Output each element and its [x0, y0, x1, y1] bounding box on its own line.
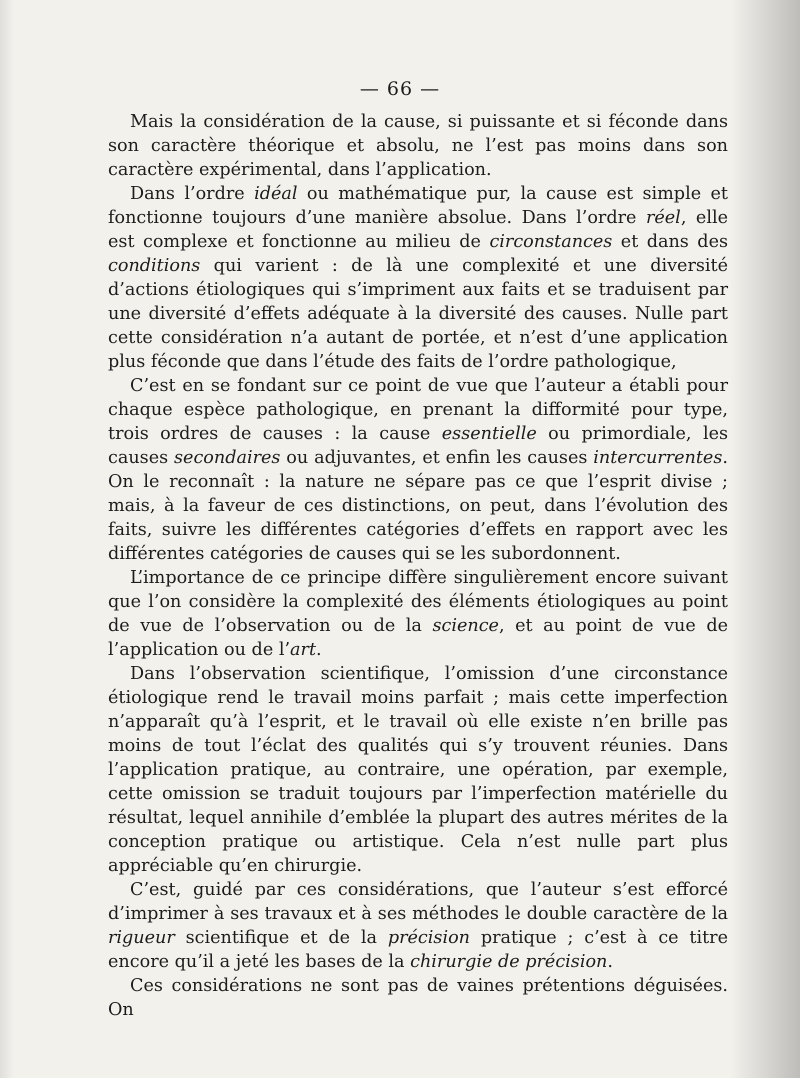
italic-text: art — [290, 640, 317, 660]
page-edge-shadow-left — [0, 0, 14, 1078]
text-run: Dans l’observation scientifique, l’omission d’une circonstance étiologique rend le travail moins parfait ; mais cette imperfection n’apparaît qu’à l’esprit, et le travail où elle existe n’en brille pas moins de tout l’éclat des qualités qui s’y trouvent réunies. Dans l’application pratique, au contraire, une opération, par exemple, cette omission se traduit toujours par l’imperfection matérielle du résultat, lequel annihile d’emblée la plupart des autres mérites de la conception pratique ou artistique. Cela n’est nulle part plus appréciable qu’en chirurgie. — [108, 664, 728, 876]
paragraph — [108, 374, 728, 566]
text-run: ou mathématique pur, la cause est simple et fonctionne toujours d’une manière absolue. Dans l’ordre — [108, 184, 728, 228]
text-run: ou primordiale, les causes — [108, 424, 729, 468]
text-run: C’est en se fondant sur ce point de vue que l’auteur a établi pour chaque espèce pathologique, en prenant la difformité pour type, trois ordres de causes : la cause — [108, 376, 728, 444]
italic-text: science — [432, 616, 499, 636]
text-run: . On le reconnaît : la nature ne sépare pas ce que l’esprit divise ; mais, à la faveur de ces distinctions, on peut, dans l’évolution des faits, suivre les différentes catégories d’effets en rapport avec les différentes catégories de causes qui se les subordonnent. — [108, 448, 728, 564]
text-run: qui varient : de là une complexité et une diversité d’actions étiologiques qui s’impriment aux faits et se traduisent par une diversité d’effets adéquate à la diversité des causes. Nulle part cette considération n’a autant de portée, et n’est d’une application plus féconde que dans l’étude des faits de l’ordre pathologique, — [108, 256, 728, 372]
text-run: et dans des — [612, 232, 729, 252]
text-run: . — [316, 640, 322, 660]
text-run: , et au point de vue de l’application ou de l’ — [108, 616, 728, 660]
paragraph — [108, 662, 728, 878]
paragraph — [108, 974, 728, 1022]
text-run: Ces considérations ne sont pas de vaines prétentions déguisées. On — [108, 976, 728, 1020]
text-run: Mais la considération de la cause, si puissante et si féconde dans son caractère théorique et absolu, ne l’est pas moins dans son caractère expérimental, dans l’application. — [108, 112, 728, 180]
paragraph — [108, 566, 728, 662]
italic-text: chirurgie de précision — [410, 952, 608, 972]
italic-text: intercurrentes — [593, 448, 723, 468]
text-run: ou adjuvantes, et enfin les causes — [280, 448, 594, 468]
page-edge-shadow-right — [730, 0, 800, 1078]
italic-text: idéal — [254, 184, 298, 204]
paragraph — [108, 110, 728, 182]
italic-text: conditions — [108, 256, 201, 276]
text-run: , elle est complexe et fonctionne au milieu de — [108, 208, 728, 252]
text-run: C’est, guidé par ces considérations, que l’auteur s’est efforcé d’imprimer à ses travaux et à ses méthodes le double caractère de la — [108, 880, 728, 924]
paragraph — [108, 878, 728, 974]
text-run: . — [607, 952, 613, 972]
text-run: scientifique et de la — [174, 928, 388, 948]
document-body — [108, 110, 728, 1022]
italic-text: secondaires — [174, 448, 281, 468]
text-run: Dans l’ordre — [130, 184, 255, 204]
italic-text: précision — [387, 928, 470, 948]
text-run: pratique ; c’est à ce titre encore qu’il a jeté les bases de la — [108, 928, 728, 972]
italic-text: réel — [645, 208, 681, 228]
italic-text: circonstances — [489, 232, 613, 252]
text-run: L’importance de ce principe diffère singulièrement encore suivant que l’on considère la complexité des éléments étiologiques au point de vue de l’observation ou de la — [108, 568, 728, 636]
italic-text: essentielle — [441, 424, 537, 444]
italic-text: rigueur — [108, 928, 175, 948]
page-number: — 66 — — [359, 78, 441, 100]
paragraph — [108, 182, 728, 374]
